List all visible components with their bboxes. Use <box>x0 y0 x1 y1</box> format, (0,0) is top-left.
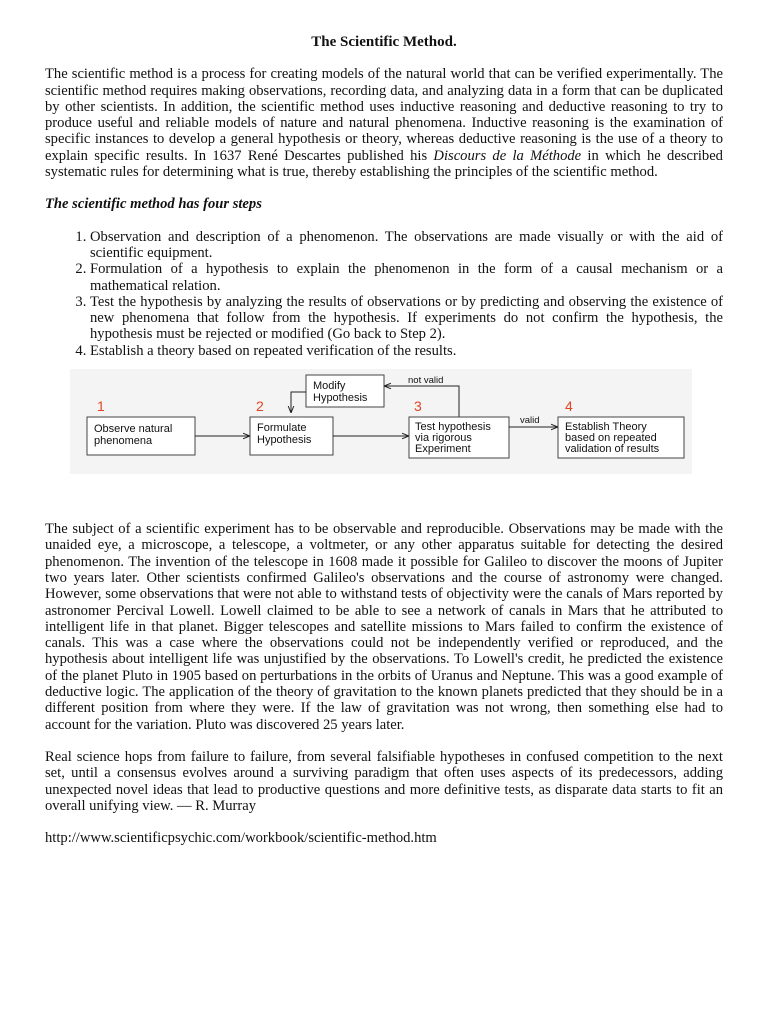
step-number: 4 <box>565 398 573 415</box>
body-paragraph: The subject of a scientific experiment has to be observable and reproducible. Observations may be made with the unaided eye, a microscope, a telescope, a voltmeter, or any other apparatus suitable for detecting the desired phenomenon. The invention of the telescope in 1608 made it possible for Galileo to discover the moons of Jupiter two years later. Other scientists confirmed Galileo's observations and the course of astronomy were changed. However, some observations that were not able to withstand tests of objectivity were the canals of Mars reported by astronomer Percival Lowell. Lowell claimed to be able to see a network of canals in Mars that he attributed to intelligent life in that planet. Bigger telescopes and satellite missions to Mars failed to confirm the existence of canals. This was a case where the observations could not be independently verified or reproduced, and the hypothesis about intelligent life was unjustified by the observations. To Lowell's credit, he predicted the existence of the planet Pluto in 1905 based on perturbations in the orbits of Uranus and Neptune. This was a good example of deductive logic. The application of the theory of gravitation to the known planets predicted that they should be in a different position from where they were. If the law of gravitation was not wrong, then something else had to account for the variation. Pluto was discovered 25 years later. <box>45 521 723 733</box>
test-box-line: Test hypothesis <box>415 421 491 434</box>
step-item: 3. Test the hypothesis by analyzing the results of observations or by predicting and observing the existence of new phenomena that follow from the hypothesis. If experiments do not confirm the hypothesis, the hypothesis must be rejected or modified (Go back to Step 2). <box>90 294 723 343</box>
quote-paragraph: Real science hops from failure to failure, from several falsifiable hypotheses in confused competition to the next set, until a consensus evolves around a surviving paradigm that often uses aspects of its predecessors, adding unexpected novel ideas that lead to productive questions and more definitive tests, as disparate data starts to fit an overall unifying view. — R. Murray <box>45 748 723 814</box>
page-title: The Scientific Method. <box>311 34 457 50</box>
flowchart <box>70 369 692 474</box>
observe-box-line: phenomena <box>94 435 153 448</box>
observe-box-line: Observe natural <box>94 423 173 436</box>
document-page <box>45 34 723 862</box>
step-item: 4. Establish a theory based on repeated verification of the results. <box>90 343 723 359</box>
theory-box-line: validation of results <box>565 443 660 456</box>
intro-text-2: in which he described systematic rules for determining what is true, thereby establishing the principles of the scientific method. <box>45 147 723 181</box>
test-box-line: Experiment <box>415 443 471 456</box>
steps-list <box>45 229 723 359</box>
test-box-line: via rigorous <box>415 432 472 445</box>
modify-box-line: Modify <box>313 380 346 393</box>
step-number: 3 <box>414 398 422 415</box>
step-number: 2 <box>256 398 264 415</box>
formulate-box-line: Formulate <box>257 422 307 435</box>
step-item: 2. Formulation of a hypothesis to explain the phenomenon in the form of a causal mechanism or a mathematical relation. <box>90 261 723 294</box>
intro-text-1: The scientific method is a process for creating models of the natural world that can be verified experimentally. The scientific method requires making observations, recording data, and analyzing data in a form that can be duplicated by other scientists. In addition, the scientific method uses inductive reasoning and deductive reasoning to try to produce useful and reliable models of nature and natural phenomena. Inductive reasoning is the examination of specific instances to develop a general hypothesis or theory, whereas deductive reasoning is the use of a theory to explain specific results. In 1637 René Descartes published his <box>45 66 723 164</box>
modify-box-line: Hypothesis <box>313 392 368 405</box>
intro-paragraph <box>45 66 723 180</box>
steps-heading: The scientific method has four steps <box>45 196 262 213</box>
theory-box-line: based on repeated <box>565 432 657 445</box>
valid-label: valid <box>520 415 540 427</box>
formulate-box-line: Hypothesis <box>257 434 312 447</box>
scientific-method-diagram <box>70 369 692 474</box>
source-link[interactable]: http://www.scientificpsychic.com/workbook/scientific-method.htm <box>45 830 437 847</box>
book-title: Discours de la Méthode <box>433 147 582 164</box>
not-valid-label: not valid <box>408 375 444 387</box>
theory-box-line: Establish Theory <box>565 421 647 434</box>
step-number: 1 <box>97 398 105 415</box>
step-item: 1. Observation and description of a phenomenon. The observations are made visually or with the aid of scientific equipment. <box>90 229 723 262</box>
